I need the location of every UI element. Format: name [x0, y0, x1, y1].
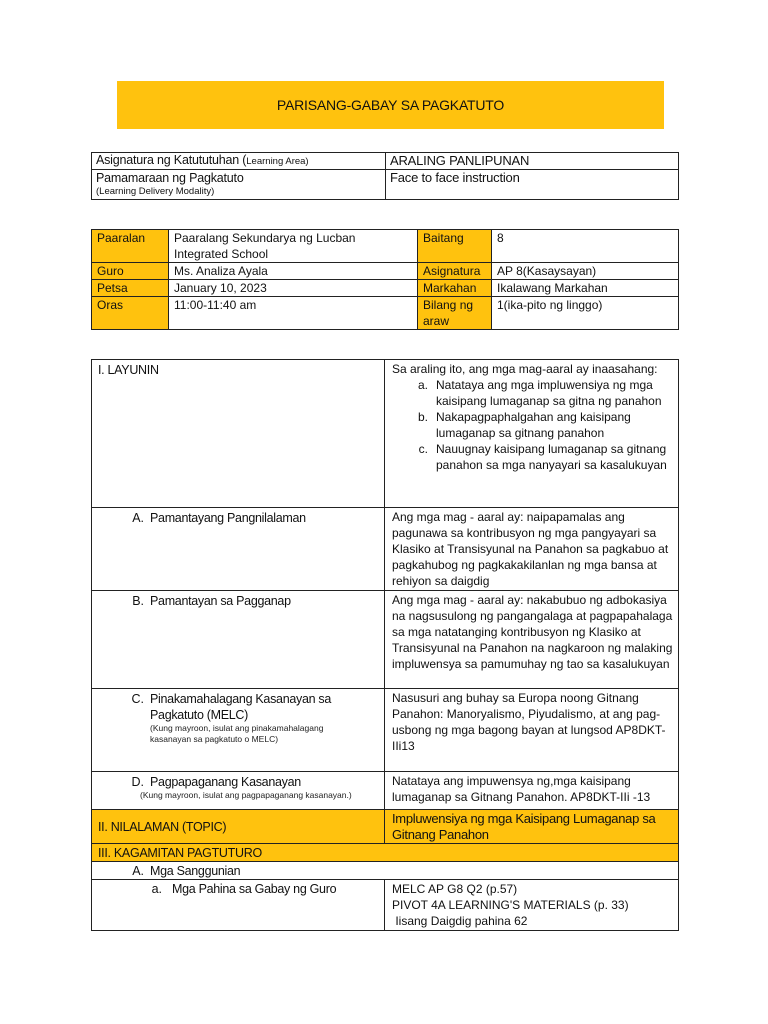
pagpapaganang-kasanayan-note: (Kung mayroon, isulat ang pagpapaganang kasanayan.)	[140, 790, 352, 800]
kagamitan-label-cell	[92, 844, 679, 862]
modality-sub-suffix: )	[211, 186, 215, 197]
objective-marker: b.	[417, 410, 428, 424]
pamantayan-sa-pagganap-label: Pamantayan sa Pagganap	[150, 594, 291, 608]
baitang-label: Baitang	[418, 230, 492, 263]
pamantayang-pangnilalaman-value: Ang mga mag - aaral ay: naipapamalas ang pagunawa sa kontribusyon ng mga pangyayari sa Klasiko at Transisyunal na Panahon sa pagkabuo at pagkahubog ng pagkakakilanlan ng mga bansa at rehiyon sa daigdig	[385, 508, 679, 591]
layunin-intro: Sa araling ito, ang mga mag-aaral ay inaasahang:	[392, 362, 658, 376]
markahan-value: Ikalawang Markahan	[492, 280, 679, 297]
table-row	[92, 689, 679, 772]
melc-cell	[92, 689, 385, 772]
pahina-value-cell	[385, 880, 679, 931]
pamantayang-pangnilalaman-label: Pamantayang Pangnilalaman	[150, 511, 306, 525]
asignatura-label: Asignatura	[418, 263, 492, 280]
table-row	[92, 360, 679, 508]
layunin-value-cell	[385, 360, 679, 508]
kagamitan-label: III. KAGAMITAN PAGTUTURO	[98, 846, 262, 860]
pamantayang-pangnilalaman-cell	[92, 508, 385, 591]
modality-label-cell	[92, 170, 386, 200]
table-row	[92, 810, 679, 844]
melc-label: Pinakamahalagang Kasanayan sa Pagkatuto (MELC)	[150, 692, 332, 722]
title-banner	[117, 81, 664, 129]
learning-area-value-cell	[386, 153, 679, 170]
item-marker: a.	[151, 882, 162, 896]
nilalaman-label: II. NILALAMAN (TOPIC)	[98, 819, 227, 834]
pahina-value: Iisang Daigdig pahina 62	[392, 914, 528, 928]
document-title: PARISANG-GABAY SA PAGKATUTO	[276, 97, 505, 113]
modality-label: Pamamaraan ng Pagkatuto	[96, 171, 244, 185]
table-row	[92, 280, 679, 297]
item-marker: A.	[132, 864, 144, 878]
list-item	[392, 441, 674, 473]
nilalaman-value-cell	[385, 810, 679, 844]
table-row	[92, 263, 679, 280]
item-marker: A.	[132, 511, 144, 525]
nilalaman-label-cell	[92, 810, 385, 844]
bilang-label: Bilang ng araw	[418, 297, 492, 330]
paaralan-value: Paaralang Sekundarya ng Lucban Integrated School	[169, 230, 418, 263]
pagpapaganang-kasanayan-cell	[92, 772, 385, 810]
table-row	[92, 844, 679, 862]
markahan-label: Markahan	[418, 280, 492, 297]
pahina-value: MELC AP G8 Q2 (p.57)	[392, 882, 518, 896]
list-item	[392, 377, 674, 409]
learning-area-value: ARALING PANLIPUNAN	[390, 153, 530, 168]
bilang-value: 1(ika-pito ng linggo)	[492, 297, 679, 330]
pahina-value: PIVOT 4A LEARNING'S MATERIALS (p. 33)	[392, 898, 629, 912]
objective-marker: c.	[418, 442, 428, 456]
oras-label: Oras	[92, 297, 169, 330]
objective-text: Nakapagpaphalgahan ang kaisipang lumaganap sa gitnang panahon	[436, 410, 631, 440]
sanggunian-cell	[92, 862, 679, 880]
nilalaman-value: Impluwensiya ng mga Kaisipang Lumaganap sa Gitnang Panahon	[392, 811, 656, 842]
item-marker: C.	[131, 692, 144, 706]
table-row	[92, 153, 679, 170]
modality-sub-prefix: (	[96, 186, 100, 197]
objectives-list	[392, 377, 674, 473]
paaralan-label: Paaralan	[92, 230, 169, 263]
modality-value: Face to face instruction	[390, 170, 520, 185]
pamantayan-sa-pagganap-value: Ang mga mag - aaral ay: nakabubuo ng adbokasiya na nagsusulong ng pangangalaga at pagpapahalaga sa mga natatanging kontribusyon ng Klasiko at Transisyunal na Panahon na nagkaroon ng malaking impluwensya sa pamumuhay ng tao sa kasalukuyan	[385, 591, 679, 689]
pahina-label-cell	[92, 880, 385, 931]
table-row	[92, 772, 679, 810]
learning-area-table	[91, 152, 679, 200]
table-row	[92, 880, 679, 931]
petsa-value: January 10, 2023	[169, 280, 418, 297]
table-row	[92, 591, 679, 689]
item-marker: B.	[132, 594, 144, 608]
table-row	[92, 230, 679, 263]
modality-value-cell	[386, 170, 679, 200]
pagpapaganang-kasanayan-label: Pagpapaganang Kasanayan	[150, 775, 301, 789]
objective-marker: a.	[417, 378, 428, 392]
oras-value: 11:00-11:40 am	[169, 297, 418, 330]
sanggunian-label: Mga Sanggunian	[150, 864, 241, 878]
layunin-label: I. LAYUNIN	[98, 363, 159, 377]
learning-area-label: Asignatura ng Katututuhan (	[96, 153, 247, 167]
learning-area-label-cell	[92, 153, 386, 170]
table-row	[92, 862, 679, 880]
pagpapaganang-kasanayan-value: Natataya ang impuwensya ng,mga kaisipang lumaganap sa Gitnang Panahon. AP8DKT-IIi -13	[385, 772, 679, 810]
pamantayan-sa-pagganap-cell	[92, 591, 385, 689]
list-item	[392, 409, 674, 441]
lesson-plan-table	[91, 359, 679, 931]
melc-note: (Kung mayroon, isulat ang pinakamahalagang kasanayan sa pagkatuto o MELC)	[150, 723, 324, 744]
table-row	[92, 297, 679, 330]
guro-value: Ms. Analiza Ayala	[169, 263, 418, 280]
petsa-label: Petsa	[92, 280, 169, 297]
melc-value: Nasusuri ang buhay sa Europa noong Gitnang Panahon: Manoryalismo, Piyudalismo, at ang pag-usbong ng mga bagong bayan at lungsod AP8DKT-IIi13	[385, 689, 679, 772]
asignatura-value: AP 8(Kasaysayan)	[492, 263, 679, 280]
objective-text: Natataya ang mga impluwensiya ng mga kaisipang lumaganap sa gitna ng panahon	[436, 378, 662, 408]
pahina-label: Mga Pahina sa Gabay ng Guro	[172, 882, 337, 896]
objective-text: Nauugnay kaisipang lumaganap sa gitnang panahon sa mga nanyayari sa kasalukuyan	[436, 442, 667, 472]
learning-area-sublabel: Learning Area)	[246, 156, 309, 167]
layunin-label-cell	[92, 360, 385, 508]
table-row	[92, 170, 679, 200]
modality-sublabel: Learning Delivery Modality	[99, 186, 212, 197]
item-marker: D.	[131, 775, 144, 789]
table-row	[92, 508, 679, 591]
school-info-table	[91, 229, 679, 330]
guro-label: Guro	[92, 263, 169, 280]
baitang-value: 8	[492, 230, 679, 263]
